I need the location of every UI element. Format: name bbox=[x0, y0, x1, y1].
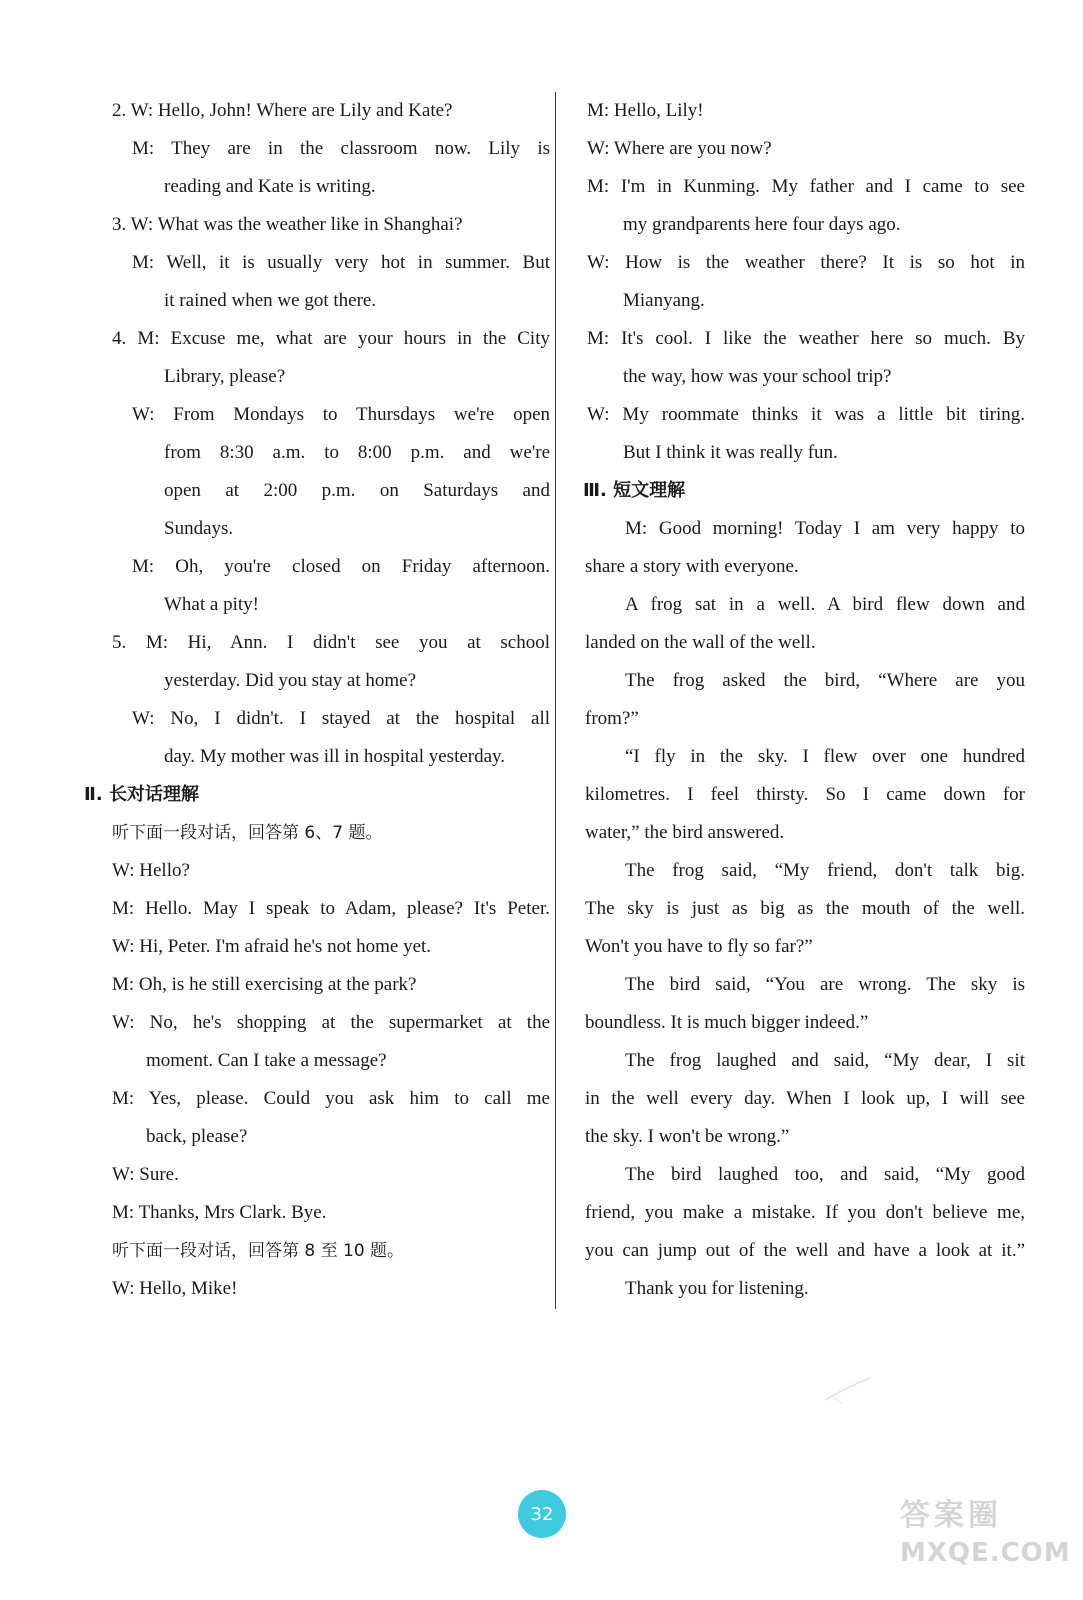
section-heading: Ⅲ. 短文理解 bbox=[583, 480, 686, 501]
dialogue-line: The bird laughed too, and said, “My good bbox=[625, 1164, 1025, 1185]
dialogue-line: W: No, he's shopping at the supermarket at the bbox=[112, 1012, 550, 1033]
dialogue-line: my grandparents here four days ago. bbox=[623, 214, 901, 235]
dialogue-line: Library, please? bbox=[164, 366, 286, 387]
dialogue-line: reading and Kate is writing. bbox=[164, 176, 376, 197]
dialogue-line: W: Sure. bbox=[112, 1164, 179, 1185]
dialogue-line: M: Hello, Lily! bbox=[587, 100, 704, 121]
dialogue-line: M: Good morning! Today I am very happy to bbox=[625, 518, 1025, 539]
dialogue-line: M: Well, it is usually very hot in summer. But bbox=[132, 252, 550, 273]
dialogue-line: in the well every day. When I look up, I will see bbox=[585, 1088, 1025, 1109]
pencil-mark bbox=[820, 1370, 880, 1410]
dialogue-line: 4. M: Excuse me, what are your hours in the City bbox=[112, 328, 550, 349]
dialogue-line: 3. W: What was the weather like in Shanghai? bbox=[112, 214, 463, 235]
dialogue-line: boundless. It is much bigger indeed.” bbox=[585, 1012, 869, 1033]
dialogue-line: “I fly in the sky. I flew over one hundred bbox=[625, 746, 1025, 767]
dialogue-line: What a pity! bbox=[164, 594, 259, 615]
section-heading: Ⅱ. 长对话理解 bbox=[84, 784, 199, 805]
left-column bbox=[84, 92, 550, 1308]
dialogue-line: back, please? bbox=[146, 1126, 248, 1147]
dialogue-line: The frog laughed and said, “My dear, I sit bbox=[625, 1050, 1025, 1071]
column-divider bbox=[555, 92, 556, 1309]
dialogue-line: W: Hello? bbox=[112, 860, 190, 881]
dialogue-line: water,” the bird answered. bbox=[585, 822, 785, 843]
dialogue-line: the way, how was your school trip? bbox=[623, 366, 892, 387]
dialogue-line: from 8:30 a.m. to 8:00 p.m. and we're bbox=[164, 442, 550, 463]
dialogue-line: from?” bbox=[585, 708, 639, 729]
instruction-line: 听下面一段对话，回答第 6、7 题。 bbox=[112, 823, 383, 843]
dialogue-line: day. My mother was ill in hospital yesterday. bbox=[164, 746, 506, 767]
dialogue-line: But I think it was really fun. bbox=[623, 442, 838, 463]
page-number: 32 bbox=[518, 1490, 566, 1538]
dialogue-line: Won't you have to fly so far?” bbox=[585, 936, 813, 957]
dialogue-line: W: My roommate thinks it was a little bit tiring. bbox=[587, 404, 1025, 425]
dialogue-line: W: Hello, Mike! bbox=[112, 1278, 238, 1299]
dialogue-line: M: Oh, is he still exercising at the park? bbox=[112, 974, 417, 995]
dialogue-line: kilometres. I feel thirsty. So I came down for bbox=[585, 784, 1025, 805]
dialogue-line: it rained when we got there. bbox=[164, 290, 377, 311]
dialogue-line: W: How is the weather there? It is so hot in bbox=[587, 252, 1025, 273]
dialogue-line: Mianyang. bbox=[623, 290, 705, 311]
watermark-text-bottom: MXQE.COM bbox=[900, 1538, 1071, 1568]
dialogue-line: Thank you for listening. bbox=[625, 1278, 809, 1299]
dialogue-line: landed on the wall of the well. bbox=[585, 632, 816, 653]
instruction-line: 听下面一段对话，回答第 8 至 10 题。 bbox=[112, 1241, 405, 1261]
dialogue-line: M: Thanks, Mrs Clark. Bye. bbox=[112, 1202, 327, 1223]
watermark-text-top: 答案圈 bbox=[900, 1498, 1002, 1533]
right-column bbox=[583, 92, 1025, 1308]
dialogue-line: friend, you make a mistake. If you don't believe me, bbox=[585, 1202, 1025, 1223]
dialogue-line: M: They are in the classroom now. Lily is bbox=[132, 138, 550, 159]
watermark-logo bbox=[900, 1490, 1070, 1590]
dialogue-line: share a story with everyone. bbox=[585, 556, 799, 577]
dialogue-line: The sky is just as big as the mouth of the well. bbox=[585, 898, 1025, 919]
dialogue-line: Sundays. bbox=[164, 518, 234, 539]
dialogue-line: M: Yes, please. Could you ask him to call me bbox=[112, 1088, 550, 1109]
dialogue-line: 2. W: Hello, John! Where are Lily and Kate? bbox=[112, 100, 453, 121]
dialogue-line: W: Where are you now? bbox=[587, 138, 772, 159]
dialogue-line: you can jump out of the well and have a look at it.” bbox=[585, 1240, 1025, 1261]
dialogue-line: W: No, I didn't. I stayed at the hospital all bbox=[132, 708, 550, 729]
dialogue-line: M: Hello. May I speak to Adam, please? It's Peter. bbox=[112, 898, 550, 919]
dialogue-line: moment. Can I take a message? bbox=[146, 1050, 387, 1071]
dialogue-line: 5. M: Hi, Ann. I didn't see you at school bbox=[112, 632, 550, 653]
dialogue-line: W: Hi, Peter. I'm afraid he's not home yet. bbox=[112, 936, 432, 957]
dialogue-line: open at 2:00 p.m. on Saturdays and bbox=[164, 480, 550, 501]
dialogue-line: The frog said, “My friend, don't talk big. bbox=[625, 860, 1025, 881]
dialogue-line: A frog sat in a well. A bird flew down and bbox=[625, 594, 1025, 615]
dialogue-line: yesterday. Did you stay at home? bbox=[164, 670, 417, 691]
dialogue-line: The bird said, “You are wrong. The sky is bbox=[625, 974, 1025, 995]
dialogue-line: The frog asked the bird, “Where are you bbox=[625, 670, 1025, 691]
dialogue-line: M: It's cool. I like the weather here so much. By bbox=[587, 328, 1025, 349]
dialogue-line: M: I'm in Kunming. My father and I came to see bbox=[587, 176, 1025, 197]
dialogue-line: the sky. I won't be wrong.” bbox=[585, 1126, 790, 1147]
dialogue-line: W: From Mondays to Thursdays we're open bbox=[132, 404, 550, 425]
dialogue-line: M: Oh, you're closed on Friday afternoon. bbox=[132, 556, 550, 577]
